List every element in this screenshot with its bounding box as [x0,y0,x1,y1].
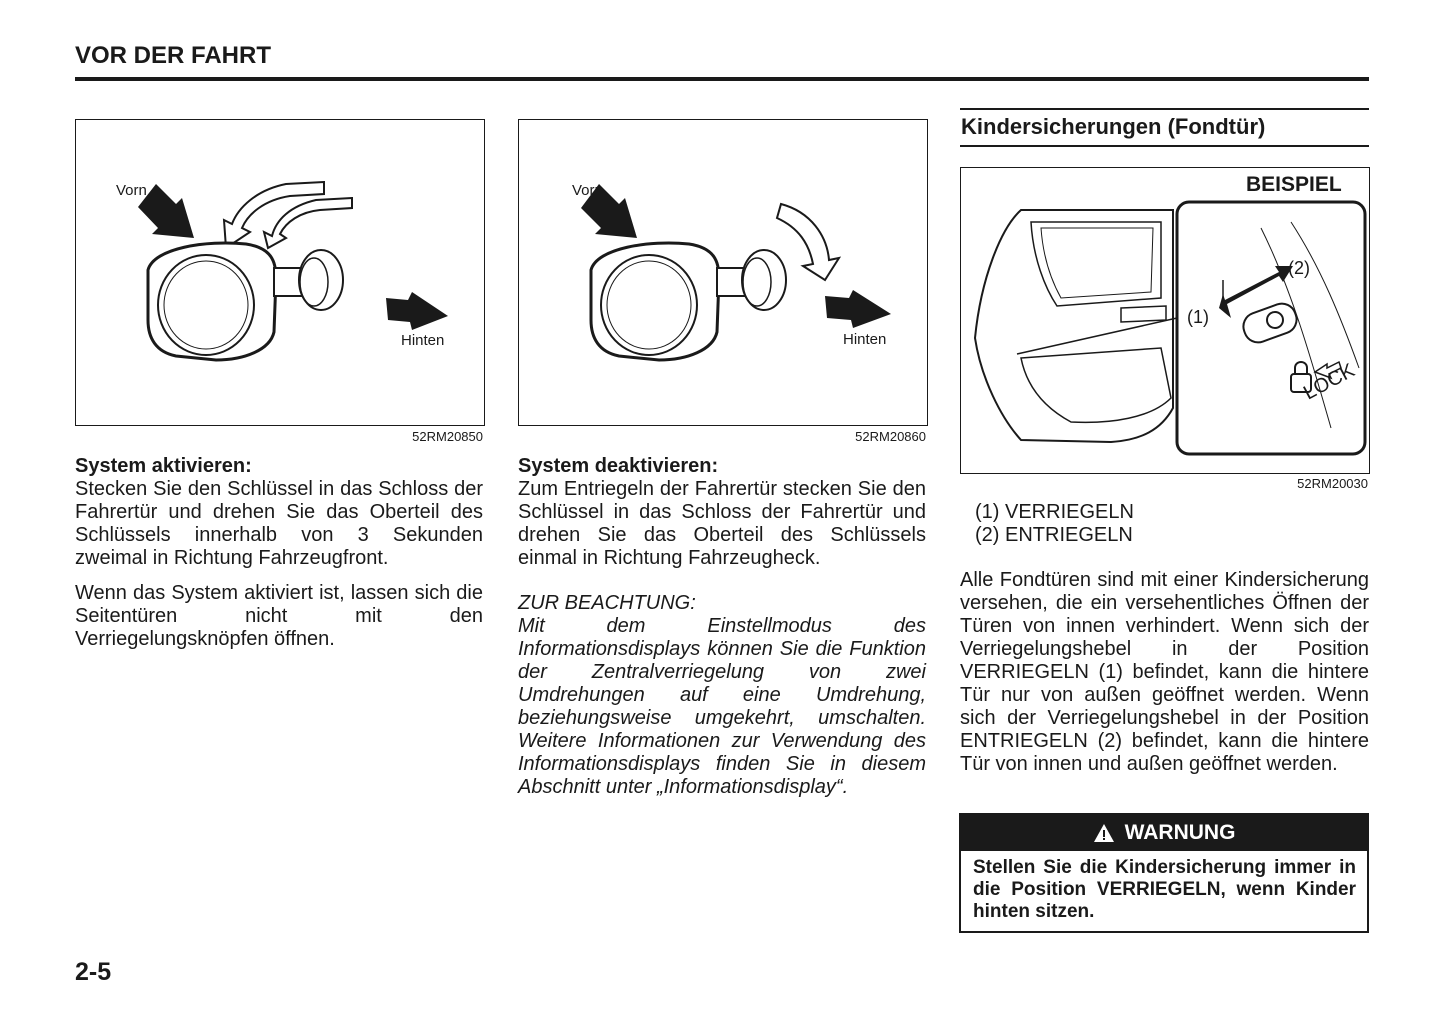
child-lock-text: Alle Fondtüren sind mit einer Kindersicherung versehen, die ein versehentliches Öffnen der Türen von innen verhindert. Wenn sich der Verriegelungshebel in der Position VERRIEGELN (1) befindet, kann die hintere Tür nur von außen geöffnet werden. Wenn sich der Verriegelungshebel in der Position ENTRIEGELN (2) befindet, kann die hintere Tür von innen und außen geöffnet werden. [960,569,1369,775]
section-rule-top [960,108,1369,110]
figure1-code: 52RM20850 [412,429,483,444]
figure-child-lock [960,167,1370,474]
child-lock-paragraph [960,569,1369,788]
warning-header [961,815,1367,851]
key-turn-once-illustration [519,120,927,425]
note-body: Mit dem Einstellmodus des Informationsdisplays können Sie die Funktion der Zentralverriegelung von zwei Umdrehungen auf eine Umdrehung, beziehungsweise umgekehrt, umschalten. Weitere Informationen zur Verwendung des Informationsdisplays finden Sie in diesem Abschnitt unter „Informationsdisplay“. [518,615,926,798]
section-rule-bottom [960,145,1369,147]
callout-2: (2) [1288,258,1310,278]
figure-activate [75,119,485,426]
example-badge: BEISPIEL [1246,173,1342,196]
note-title: ZUR BEACHTUNG: [518,592,696,614]
figure1-label-front: Vorn [116,182,147,199]
column-deactivate [518,455,926,811]
warning-triangle-icon [1093,823,1115,843]
legend-item-unlock: (2) ENTRIEGELN [975,524,1133,546]
column-activate [75,455,483,663]
activate-heading: System aktivieren: [75,455,252,477]
section-title: Kindersicherungen (Fondtür) [961,114,1266,139]
activate-info-paragraph: Wenn das System aktiviert ist, lassen sich die Seitentüren nicht mit den Verriegelungsknöpfen öffnen. [75,582,483,650]
legend-item-lock: (1) VERRIEGELN [975,501,1134,523]
page-number: 2-5 [75,958,112,986]
figure-deactivate [518,119,928,426]
warning-text: Stellen Sie die Kindersicherung immer in die Position VERRIEGELN, wenn Kinder hinten sitzen. [973,857,1356,922]
warning-title: WARNUNG [1124,821,1236,844]
figure2-label-rear: Hinten [843,331,887,348]
lock-text: LOCK [1300,359,1359,405]
figure2-label-front: Vorn [572,182,603,199]
key-turn-twice-illustration [76,120,484,425]
warning-box [959,813,1369,933]
rear-door-child-lock-illustration [961,168,1369,473]
deactivate-paragraph: Zum Entriegeln der Fahrertür stecken Sie den Schlüssel in das Schloss der Fahrertür und drehen Sie das Oberteil des Schlüssels einmal in Richtung Fahrzeugheck. [518,478,926,569]
figure1-label-rear: Hinten [401,332,445,349]
header-divider [75,77,1369,81]
figure3-code: 52RM20030 [1297,476,1368,491]
deactivate-heading: System deaktivieren: [518,455,719,477]
figure2-code: 52RM20860 [855,429,926,444]
legend-list [975,501,1134,547]
callout-1: (1) [1187,307,1209,327]
page-header-title: VOR DER FAHRT [75,42,272,69]
activate-paragraph: Stecken Sie den Schlüssel in das Schloss der Fahrertür und drehen Sie das Oberteil des Schlüssels innerhalb von 3 Sekunden zweimal in Richtung Fahrzeugfront. [75,478,483,569]
